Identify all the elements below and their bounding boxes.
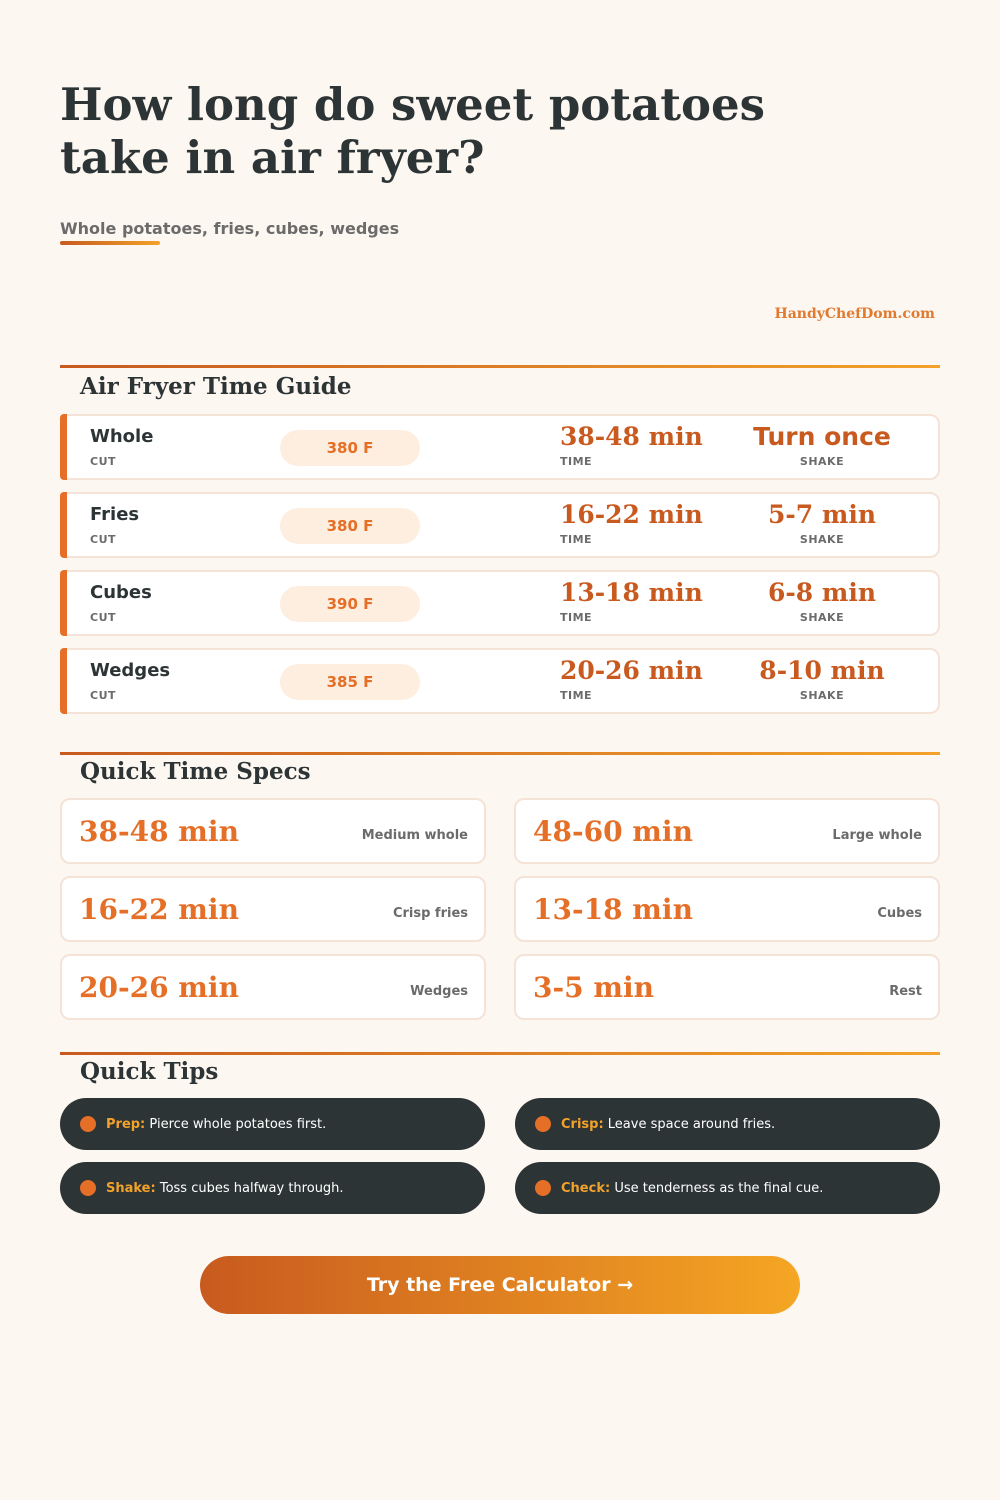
cut-name: Fries bbox=[90, 504, 140, 525]
shake-value: 8-10 min bbox=[759, 656, 885, 685]
spec-value: 38-48 min bbox=[79, 815, 239, 848]
cut-name: Wedges bbox=[90, 660, 171, 681]
spec-value: 3-5 min bbox=[533, 971, 654, 1004]
time-value: 13-18 min bbox=[560, 578, 703, 607]
shake-label: SHAKE bbox=[799, 611, 845, 624]
shake-value: 6-8 min bbox=[768, 578, 876, 607]
row-accent bbox=[60, 414, 67, 480]
bullet-dot-icon bbox=[535, 1116, 551, 1132]
shake-label: SHAKE bbox=[799, 689, 845, 702]
bullet-dot-icon bbox=[80, 1116, 96, 1132]
spec-label: Medium whole bbox=[361, 828, 468, 843]
time-value: 38-48 min bbox=[560, 422, 703, 451]
tip-body: Toss cubes halfway through. bbox=[159, 1180, 344, 1196]
tip-pill bbox=[60, 1098, 485, 1150]
tip-text bbox=[561, 1181, 823, 1196]
spec-card bbox=[60, 798, 486, 864]
spec-label: Cubes bbox=[877, 906, 922, 921]
time-value: 20-26 min bbox=[560, 656, 703, 685]
guide-row bbox=[60, 492, 940, 558]
tip-body: Pierce whole potatoes first. bbox=[149, 1116, 327, 1132]
section-divider bbox=[60, 752, 940, 755]
spec-value: 20-26 min bbox=[79, 971, 239, 1004]
spec-card bbox=[60, 954, 486, 1020]
brand-link[interactable]: HandyChefDom.com bbox=[774, 306, 935, 322]
section-divider bbox=[60, 1052, 940, 1055]
tip-text bbox=[106, 1117, 326, 1132]
temp-pill: 385 F bbox=[280, 664, 420, 700]
temp-pill: 380 F bbox=[280, 430, 420, 466]
section-title-tips: Quick Tips bbox=[80, 1058, 219, 1085]
cut-name: Cubes bbox=[90, 582, 152, 603]
time-value: 16-22 min bbox=[560, 500, 703, 529]
spec-label: Wedges bbox=[410, 984, 468, 999]
section-title-guide: Air Fryer Time Guide bbox=[80, 373, 352, 400]
bullet-dot-icon bbox=[80, 1180, 96, 1196]
shake-value: 5-7 min bbox=[768, 500, 876, 529]
time-label: TIME bbox=[560, 611, 593, 624]
spec-value: 16-22 min bbox=[79, 893, 239, 926]
shake-value: Turn once bbox=[753, 422, 891, 451]
bullet-dot-icon bbox=[535, 1180, 551, 1196]
time-label: TIME bbox=[560, 689, 593, 702]
page-title: How long do sweet potatoes take in air fryer? bbox=[60, 78, 766, 184]
cut-label: CUT bbox=[90, 455, 117, 468]
spec-label: Large whole bbox=[832, 828, 922, 843]
tip-body: Use tenderness as the final cue. bbox=[614, 1180, 824, 1196]
cut-label: CUT bbox=[90, 611, 117, 624]
tip-text bbox=[561, 1117, 775, 1132]
tip-key: Prep: bbox=[106, 1116, 146, 1132]
guide-row bbox=[60, 648, 940, 714]
section-title-specs: Quick Time Specs bbox=[80, 758, 311, 785]
shake-label: SHAKE bbox=[799, 533, 845, 546]
temp-pill: 390 F bbox=[280, 586, 420, 622]
row-accent bbox=[60, 492, 67, 558]
tip-pill bbox=[60, 1162, 485, 1214]
guide-row bbox=[60, 414, 940, 480]
spec-label: Rest bbox=[889, 984, 922, 999]
calculator-cta-button[interactable]: Try the Free Calculator → bbox=[200, 1256, 800, 1314]
spec-card bbox=[60, 876, 486, 942]
tip-key: Crisp: bbox=[561, 1116, 604, 1132]
tip-key: Shake: bbox=[106, 1180, 156, 1196]
section-divider bbox=[60, 365, 940, 368]
shake-label: SHAKE bbox=[799, 455, 845, 468]
spec-card bbox=[514, 876, 940, 942]
time-label: TIME bbox=[560, 455, 593, 468]
subtitle-underline bbox=[60, 241, 160, 245]
temp-pill: 380 F bbox=[280, 508, 420, 544]
spec-label: Crisp fries bbox=[392, 906, 468, 921]
tip-key: Check: bbox=[561, 1180, 611, 1196]
page-subtitle: Whole potatoes, fries, cubes, wedges bbox=[60, 219, 400, 238]
spec-card bbox=[514, 954, 940, 1020]
row-accent bbox=[60, 648, 67, 714]
time-label: TIME bbox=[560, 533, 593, 546]
spec-value: 48-60 min bbox=[533, 815, 693, 848]
tip-pill bbox=[515, 1162, 940, 1214]
cut-name: Whole bbox=[90, 426, 154, 447]
cut-label: CUT bbox=[90, 533, 117, 546]
tip-body: Leave space around fries. bbox=[607, 1116, 776, 1132]
tip-pill bbox=[515, 1098, 940, 1150]
row-accent bbox=[60, 570, 67, 636]
spec-card bbox=[514, 798, 940, 864]
cut-label: CUT bbox=[90, 689, 117, 702]
guide-row bbox=[60, 570, 940, 636]
spec-value: 13-18 min bbox=[533, 893, 693, 926]
tip-text bbox=[106, 1181, 344, 1196]
